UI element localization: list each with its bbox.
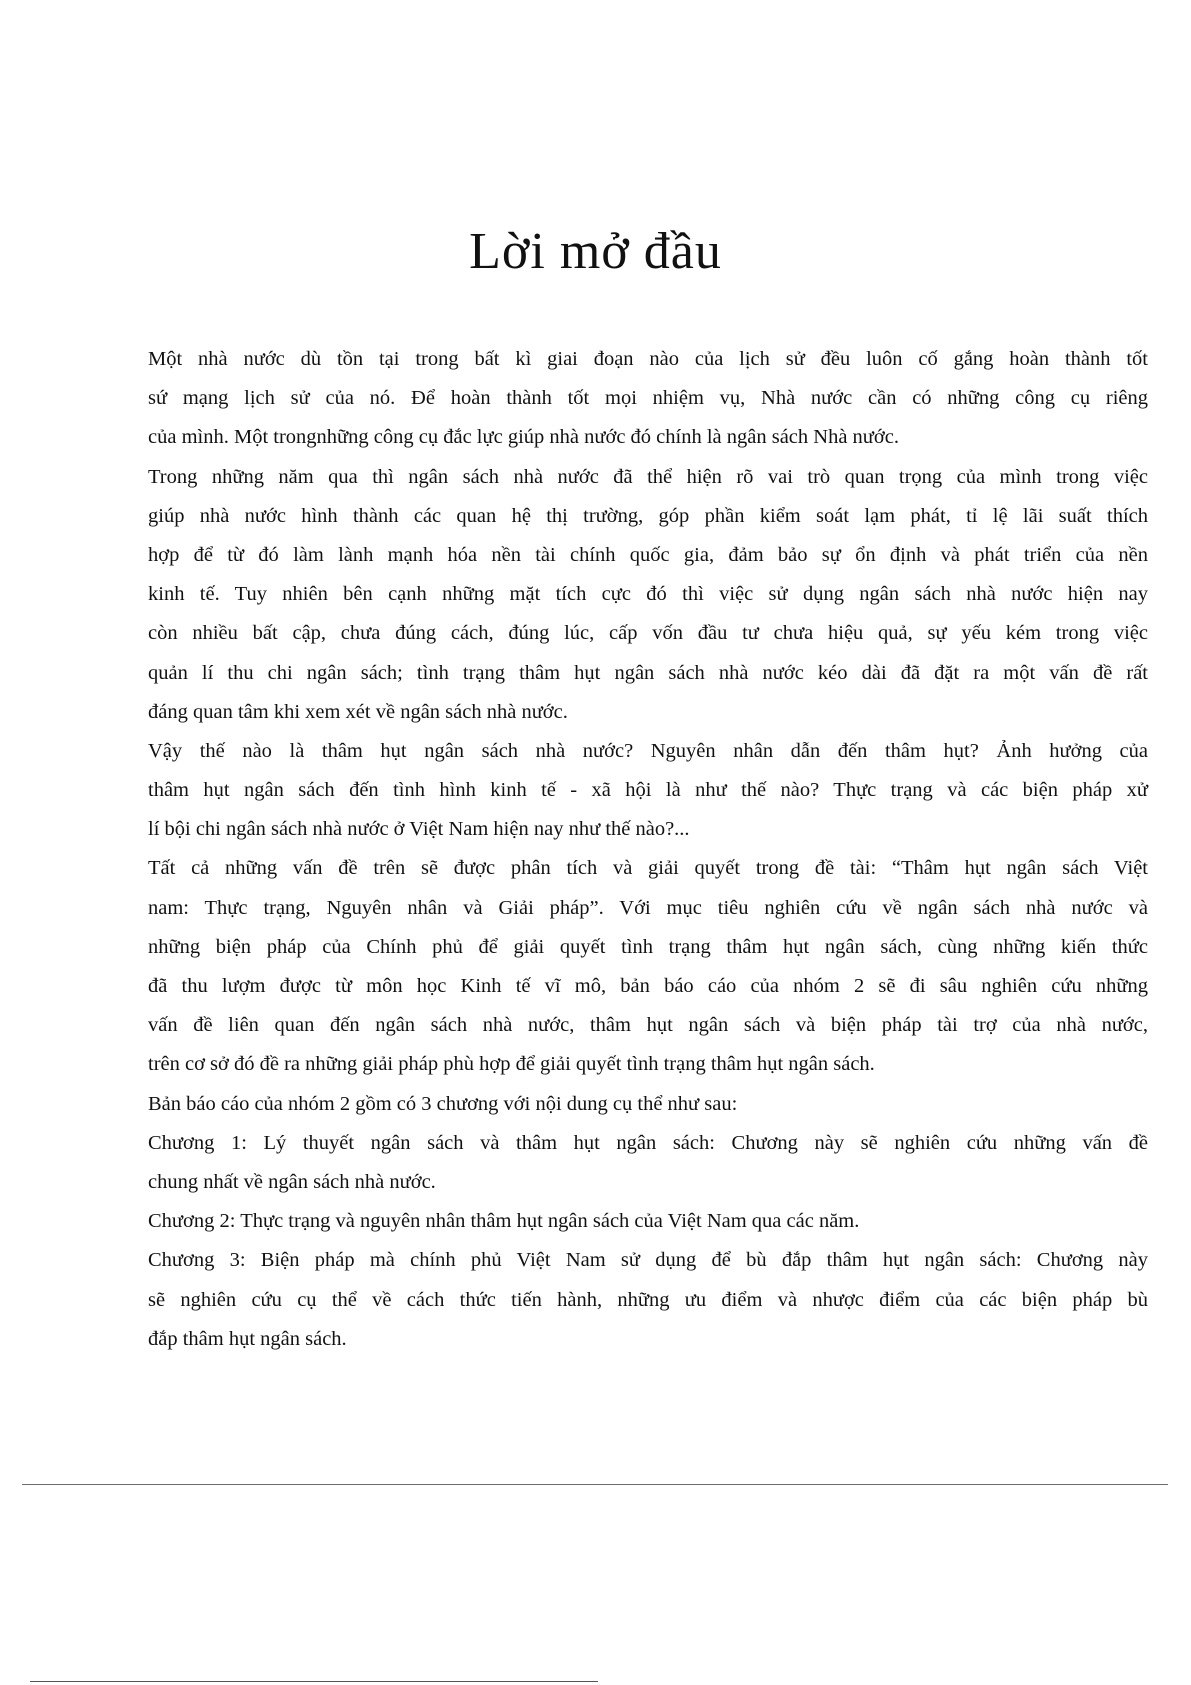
text-line: sẽ nghiên cứu cụ thể về cách thức tiến hành, những ưu điểm và nhược điểm của các biện pháp bù: [148, 1288, 1148, 1311]
text-line: Chương 1: Lý thuyết ngân sách và thâm hụt ngân sách: Chương này sẽ nghiên cứu những vấn đề: [148, 1131, 1148, 1154]
text-line: vấn đề liên quan đến ngân sách nhà nước, thâm hụt ngân sách và biện pháp tài trợ của nhà nước,: [148, 1014, 1148, 1037]
text-line: đắp thâm hụt ngân sách.: [148, 1327, 347, 1350]
paragraph-chapter-2: [148, 1202, 1148, 1241]
text-line: thâm hụt ngân sách đến tình hình kinh tế - xã hội là như thế nào? Thực trạng và các biện pháp xử: [148, 779, 1148, 802]
text-line: Chương 2: Thực trạng và nguyên nhân thâm hụt ngân sách của Việt Nam qua các năm.: [148, 1210, 860, 1233]
text-line: của mình. Một trongnhững công cụ đắc lực giúp nhà nước đó chính là ngân sách Nhà nước.: [148, 426, 899, 449]
text-line: còn nhiều bất cập, chưa đúng cách, đúng lúc, cấp vốn đầu tư chưa hiệu quả, sự yếu kém trong việc: [148, 622, 1148, 645]
text-line: giúp nhà nước hình thành các quan hệ thị trường, góp phần kiểm soát lạm phát, tỉ lệ lãi suất thích: [148, 504, 1148, 527]
text-line: đã thu lượm được từ môn học Kinh tế vĩ mô, bản báo cáo của nhóm 2 sẽ đi sâu nghiên cứu những: [148, 975, 1148, 997]
paragraph-chapter-1: [148, 1124, 1148, 1202]
paragraph-intro: [148, 340, 1148, 458]
text-line: Chương 3: Biện pháp mà chính phủ Việt Nam sử dụng để bù đắp thâm hụt ngân sách: Chương này: [148, 1249, 1148, 1272]
text-line: những biện pháp của Chính phủ để giải quyết tình trạng thâm hụt ngân sách, cùng những kiến thức: [148, 935, 1148, 958]
text-line: lí bội chi ngân sách nhà nước ở Việt Nam hiện nay như thế nào?...: [148, 818, 690, 841]
text-line: Trong những năm qua thì ngân sách nhà nước đã thể hiện rõ vai trò quan trọng của mình trong việc: [148, 465, 1148, 488]
text-line: nam: Thực trạng, Nguyên nhân và Giải pháp”. Với mục tiêu nghiên cứu về ngân sách nhà nước và: [148, 896, 1148, 919]
text-line: Vậy thế nào là thâm hụt ngân sách nhà nước? Nguyên nhân dẫn đến thâm hụt? Ảnh hưởng của: [148, 739, 1148, 762]
text-line: kinh tế. Tuy nhiên bên cạnh những mặt tích cực đó thì việc sử dụng ngân sách nhà nước hiện nay: [148, 583, 1148, 606]
paragraph-role: [148, 458, 1148, 732]
text-line: quản lí thu chi ngân sách; tình trạng thâm hụt ngân sách nhà nước kéo dài đã đặt ra một vấn đề rất: [148, 661, 1148, 684]
paragraph-topic: [148, 849, 1148, 1084]
paragraph-chapter-3: [148, 1241, 1148, 1359]
text-line: chung nhất về ngân sách nhà nước.: [148, 1170, 436, 1193]
text-line: đáng quan tâm khi xem xét về ngân sách nhà nước.: [148, 700, 568, 723]
text-line: Một nhà nước dù tồn tại trong bất kì giai đoạn nào của lịch sử đều luôn cố gắng hoàn thành tốt: [148, 348, 1148, 370]
text-line: hợp để từ đó làm lành mạnh hóa nền tài chính quốc gia, đảm bảo sự ổn định và phát triển của nền: [148, 543, 1148, 566]
text-line: Tất cả những vấn đề trên sẽ được phân tích và giải quyết trong đề tài: “Thâm hụt ngân sách Việt: [148, 857, 1148, 880]
footnote-divider: [30, 1681, 598, 1682]
paragraph-structure: [148, 1085, 1148, 1124]
text-line: Bản báo cáo của nhóm 2 gồm có 3 chương với nội dung cụ thể như sau:: [148, 1092, 738, 1115]
page-divider: [22, 1484, 1168, 1485]
text-line: sứ mạng lịch sử của nó. Để hoàn thành tốt mọi nhiệm vụ, Nhà nước cần có những công cụ riêng: [148, 387, 1148, 410]
text-line: trên cơ sở đó đề ra những giải pháp phù hợp để giải quyết tình trạng thâm hụt ngân sách.: [148, 1053, 875, 1076]
page-title: Lời mở đầu: [469, 223, 722, 280]
paragraph-questions: [148, 732, 1148, 850]
body-text: [148, 340, 1148, 1359]
